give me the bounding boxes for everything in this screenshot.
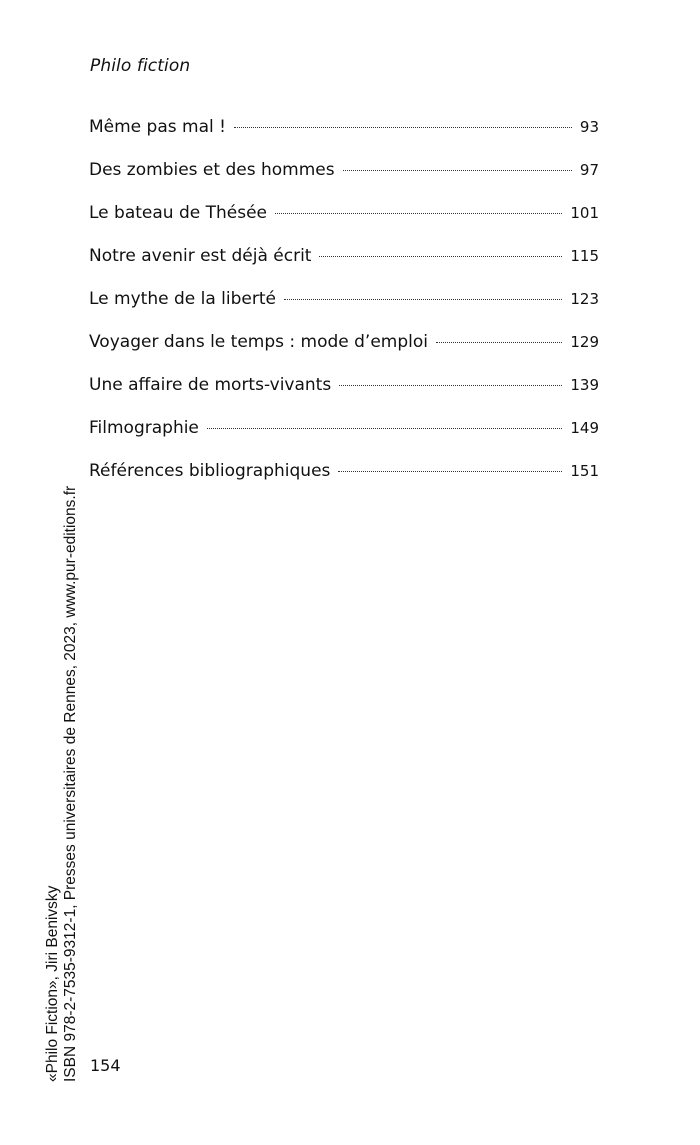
toc-entry-page: 151 [570, 462, 599, 480]
toc-entry [89, 244, 599, 287]
toc-entry-page: 129 [570, 333, 599, 351]
toc-entry-title: Filmographie [89, 418, 199, 438]
toc-entry [89, 416, 599, 459]
toc-entry-title: Le mythe de la liberté [89, 289, 276, 309]
dot-leader [275, 213, 562, 214]
toc-entry-page: 97 [579, 161, 599, 179]
dot-leader [207, 428, 562, 429]
toc-entry-title: Des zombies et des hommes [89, 160, 335, 180]
toc-entry [89, 330, 599, 373]
dot-leader [343, 170, 572, 171]
toc-entry-title: Notre avenir est déjà écrit [89, 246, 312, 266]
dot-leader [339, 385, 562, 386]
running-head: Philo fiction [90, 56, 191, 76]
toc-entry [89, 158, 599, 201]
dot-leader [234, 127, 572, 128]
page-number: 154 [90, 1056, 121, 1075]
toc-entry [89, 287, 599, 330]
dot-leader [338, 471, 562, 472]
toc-entry [89, 373, 599, 416]
toc-entry-page: 115 [570, 247, 599, 265]
toc-entry-title: Références bibliographiques [89, 461, 331, 481]
toc-entry [89, 201, 599, 244]
toc-entry [89, 459, 599, 502]
dot-leader [319, 256, 562, 257]
toc-entry-page: 139 [570, 376, 599, 394]
toc-entry-page: 149 [570, 419, 599, 437]
toc-entry-title: Le bateau de Thésée [89, 203, 268, 223]
toc-entry-page: 101 [570, 204, 599, 222]
toc-entry-page: 123 [570, 290, 599, 308]
dot-leader [284, 299, 562, 300]
dot-leader [436, 342, 562, 343]
table-of-contents [89, 115, 599, 502]
toc-entry [89, 115, 599, 158]
toc-entry-page: 93 [579, 118, 599, 136]
side-credit-notice [44, 486, 80, 1082]
toc-entry-title: Une affaire de morts-vivants [89, 375, 332, 395]
credit-line-isbn-publisher: ISBN 978-2-7535-9312-1, Presses universitaires de Rennes, 2023, www.pur-editions.fr [62, 485, 79, 1082]
credit-line-title-author: «Philo Fiction», Jiri Benivsky [44, 885, 61, 1082]
toc-entry-title: Même pas mal ! [89, 117, 226, 137]
toc-entry-title: Voyager dans le temps : mode d’emploi [89, 332, 428, 352]
